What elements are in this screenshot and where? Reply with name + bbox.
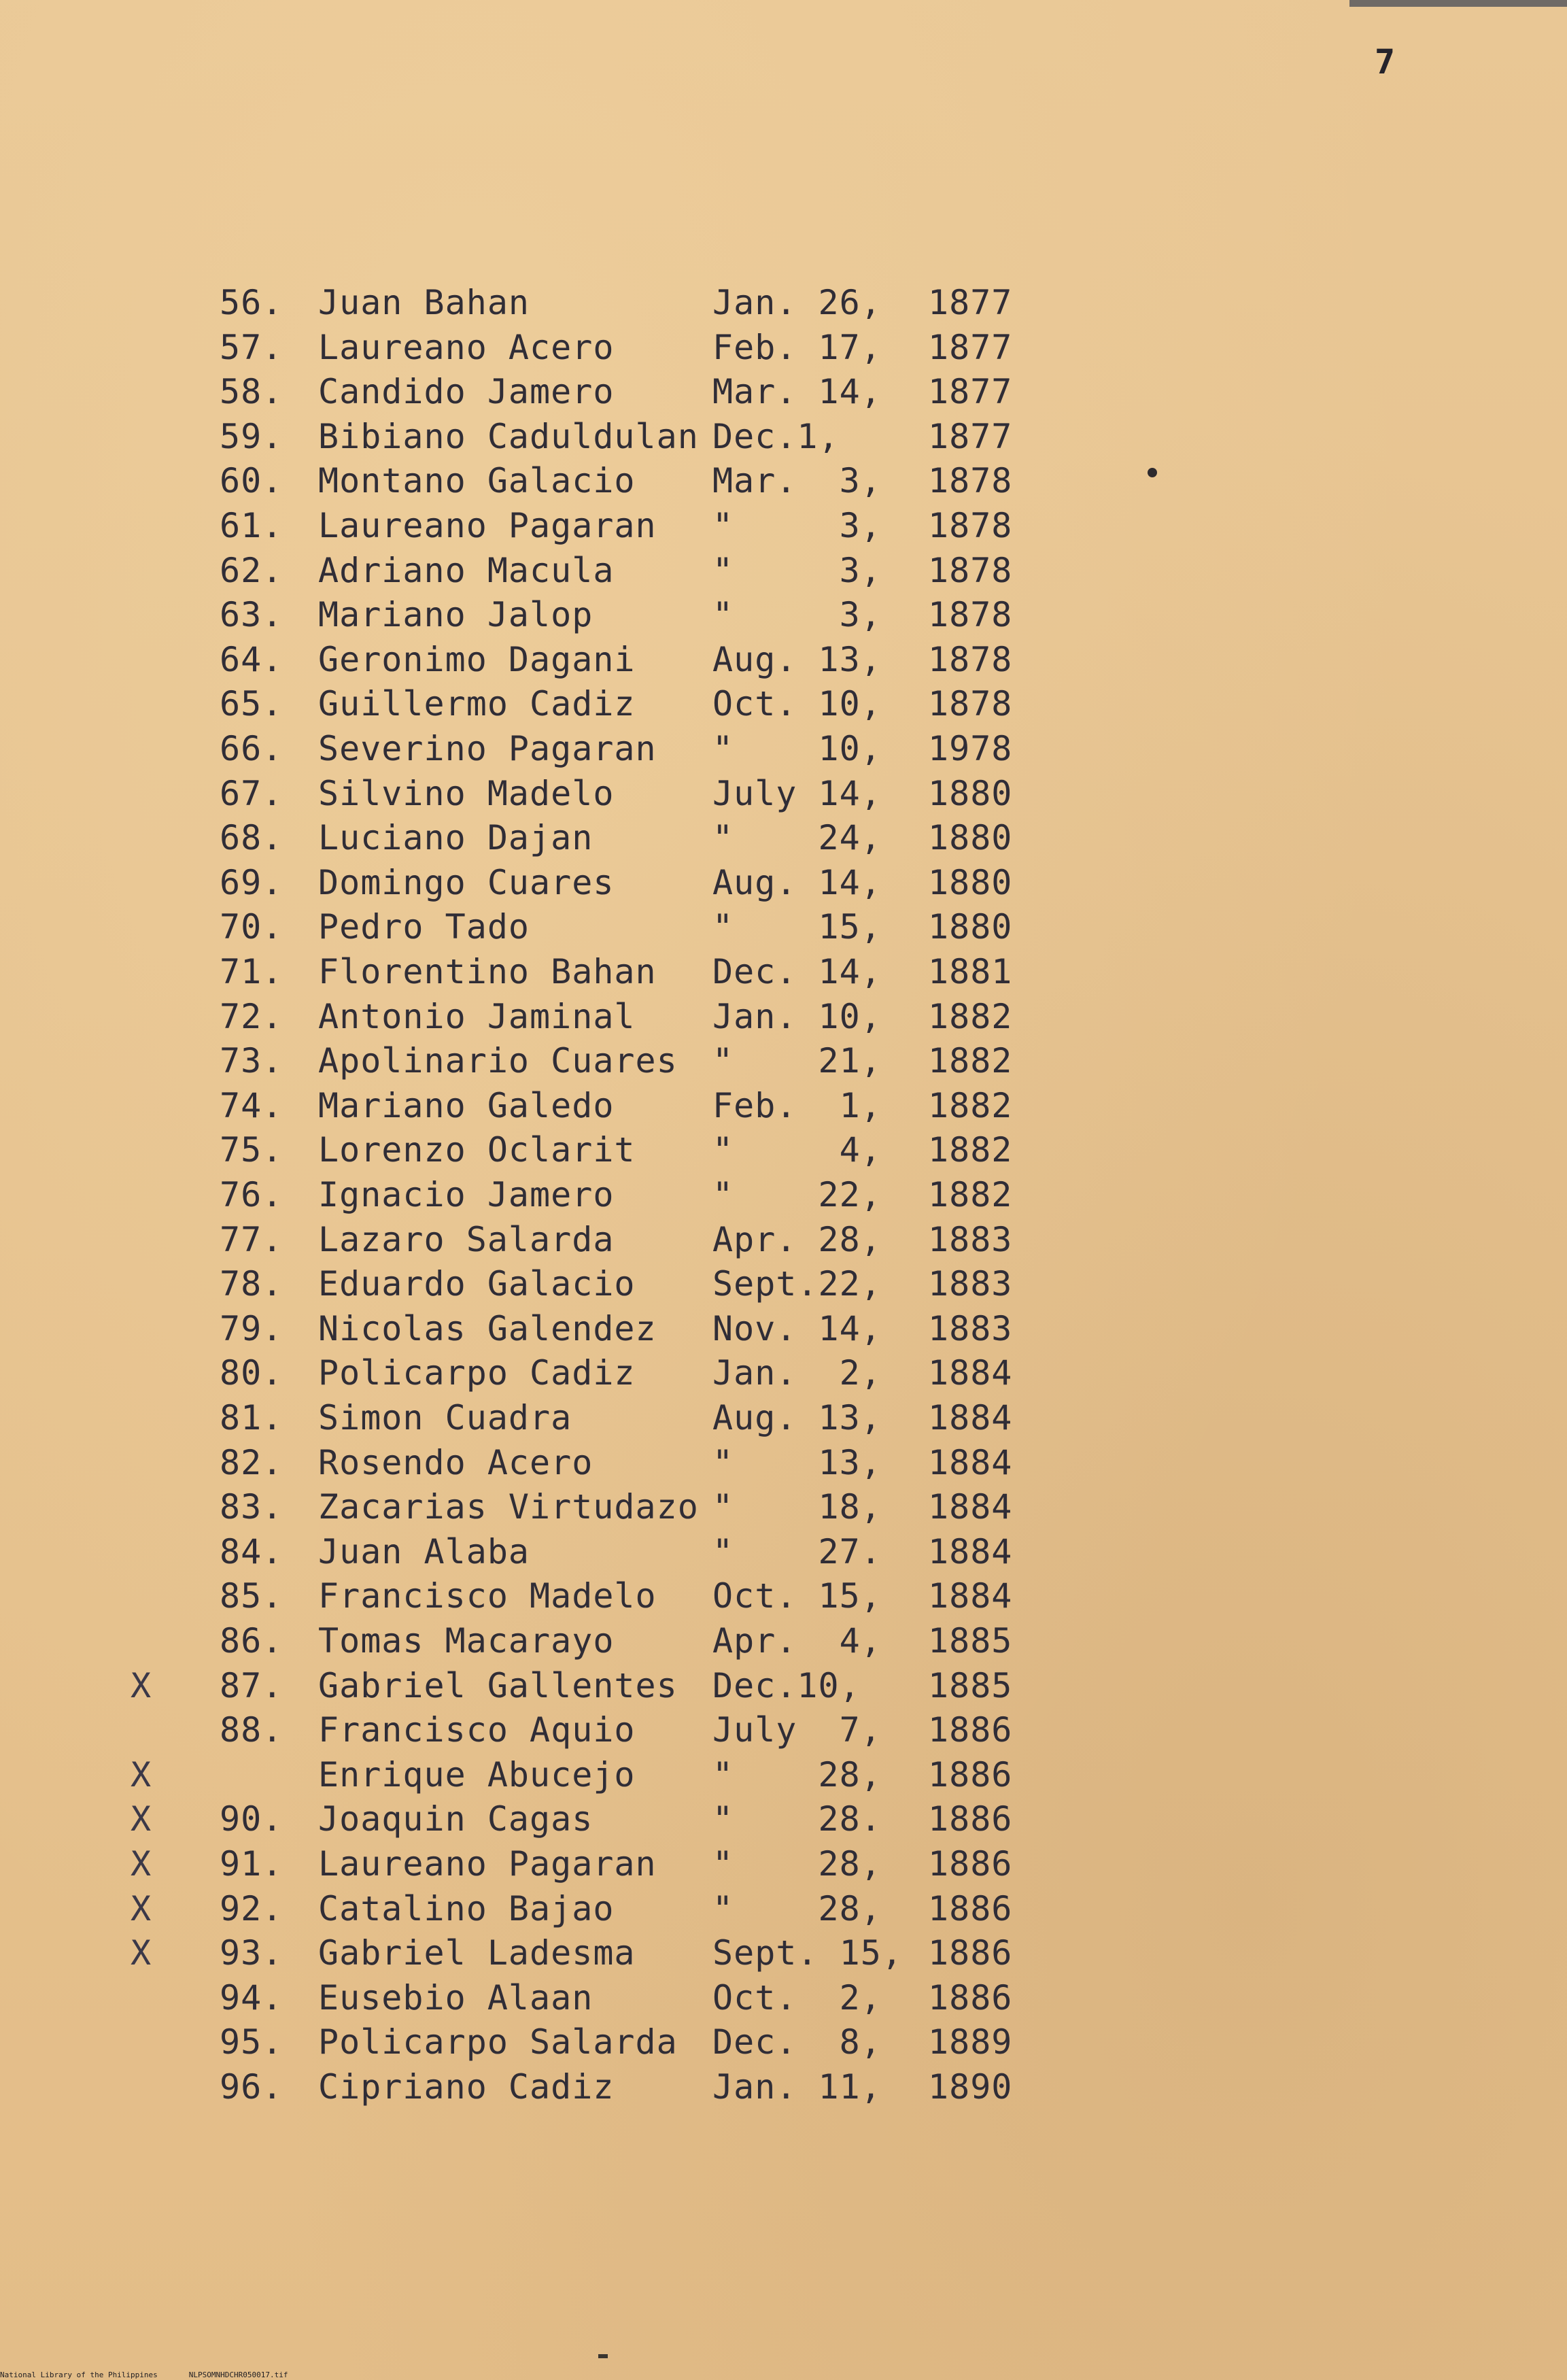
footer-file: NLPSOMNHDCHR050017.tif [188,2370,288,2379]
entry-year: 1877 [928,372,1013,412]
entry-date: Aug. 13, [712,1398,882,1438]
entry-num: 96. [220,2067,283,2107]
entry-name: Lazaro Salarda [318,1219,615,1259]
entry-date: Jan. 2, [712,1353,882,1393]
entry-num: 95. [220,2022,283,2062]
entry-year: 1886 [928,1933,1013,1973]
entry-year: 1880 [928,907,1013,947]
entry-name: Florentino Bahan [318,952,657,991]
entry-date: Oct. 2, [712,1977,882,2018]
entry-num: 66. [220,729,283,768]
entry-row [0,1797,1567,1841]
entry-num: 88. [220,1710,283,1750]
entry-num: 93. [220,1933,283,1973]
entry-year: 1889 [928,2022,1013,2062]
entry-num: 85. [220,1576,283,1616]
entry-num: 86. [220,1621,283,1661]
entry-name: Policarpo Cadiz [318,1353,636,1393]
entry-row [0,548,1567,593]
entry-num: 57. [220,327,283,367]
entry-year: 1886 [928,1844,1013,1884]
entry-name: Geronimo Dagani [318,639,636,679]
entry-row [0,1529,1567,1574]
entry-row [0,503,1567,548]
entry-year: 1886 [928,1888,1013,1928]
entry-num: 67. [220,773,283,813]
entry-date: Sept. 15, [712,1933,903,1973]
entry-row [0,1395,1567,1440]
entry-row [0,1306,1567,1351]
entry-date: " 28, [712,1844,882,1884]
entry-num: 79. [220,1308,283,1348]
entry-name: Lorenzo Oclarit [318,1130,636,1170]
entry-date: Feb. 17, [712,327,882,367]
entry-date: " 4, [712,1130,882,1170]
entry-num: 83. [220,1487,283,1527]
entry-row [0,1038,1567,1083]
entry-num: 72. [220,996,283,1036]
entry-year: 1878 [928,595,1013,635]
entry-date: Mar. 14, [712,372,882,412]
entry-num: 70. [220,907,283,947]
entry-num: 71. [220,952,283,991]
entry-year: 1886 [928,1754,1013,1795]
entry-name: Gabriel Ladesma [318,1933,636,1973]
entry-date: " 28, [712,1888,882,1928]
entry-date: " 18, [712,1487,882,1527]
entry-date: Jan. 10, [712,996,882,1036]
entry-date: " 28, [712,1754,882,1795]
entry-year: 1884 [928,1398,1013,1438]
entry-row [0,1350,1567,1395]
ink-dash [598,2354,608,2358]
entry-row [0,681,1567,726]
entry-name: Adriano Macula [318,550,615,590]
entry-row [0,1841,1567,1886]
entry-num: 75. [220,1130,283,1170]
entry-year: 1880 [928,773,1013,813]
entry-row [0,815,1567,860]
entry-num: 63. [220,595,283,635]
entry-date: Nov. 14, [712,1308,882,1348]
entry-row [0,637,1567,682]
page-number: 7 [1375,42,1396,82]
entry-name: Catalino Bajao [318,1888,615,1928]
entry-num: 62. [220,550,283,590]
entry-num: 94. [220,1977,283,2018]
entry-name: Enrique Abucejo [318,1754,636,1795]
entry-row [0,1931,1567,1975]
entry-year: 1881 [928,952,1013,991]
entry-mark: X [131,1799,152,1839]
entry-num: 65. [220,684,283,724]
entry-name: Simon Cuadra [318,1398,572,1438]
entry-date: " 27. [712,1531,882,1571]
entry-date: Dec. 14, [712,952,882,991]
entry-row [0,860,1567,905]
entry-year: 1886 [928,1977,1013,2018]
entry-name: Eusebio Alaan [318,1977,593,2018]
entry-num: 90. [220,1799,283,1839]
entry-date: " 3, [712,550,882,590]
entry-row [0,1752,1567,1797]
entry-year: 1884 [928,1442,1013,1482]
entry-name: Joaquin Cagas [318,1799,593,1839]
entry-num: 91. [220,1844,283,1884]
entry-num: 56. [220,283,283,322]
entry-mark: X [131,1754,152,1795]
entry-name: Laureano Pagaran [318,1844,657,1884]
entry-date: Dec.1, [712,416,840,456]
entry-date: " 3, [712,595,882,635]
entry-name: Silvino Madelo [318,773,615,813]
entry-date: " 3, [712,506,882,545]
entry-name: Gabriel Gallentes [318,1665,678,1705]
entry-date: " 28. [712,1799,882,1839]
entry-year: 1886 [928,1710,1013,1750]
entry-row [0,994,1567,1039]
entry-year: 1882 [928,996,1013,1036]
entry-row [0,369,1567,414]
entry-num: 84. [220,1531,283,1571]
entry-year: 1885 [928,1665,1013,1705]
entry-date: Oct. 10, [712,684,882,724]
entry-date: Oct. 15, [712,1576,882,1616]
entry-row [0,1172,1567,1217]
entry-name: Mariano Galedo [318,1085,615,1125]
entry-num: 59. [220,416,283,456]
entry-name: Candido Jamero [318,372,615,412]
entry-num: 82. [220,1442,283,1482]
entry-row [0,1574,1567,1618]
entry-name: Antonio Jaminal [318,996,636,1036]
entry-date: Aug. 14, [712,862,882,902]
entry-mark: X [131,1665,152,1705]
entry-date: Aug. 13, [712,639,882,679]
entry-name: Bibiano Caduldulan [318,416,699,456]
entry-row [0,1261,1567,1306]
entry-num: 81. [220,1398,283,1438]
entry-name: Pedro Tado [318,907,530,947]
entry-year: 1884 [928,1353,1013,1393]
entry-year: 1882 [928,1041,1013,1081]
entry-row [0,1440,1567,1485]
entry-date: Sept.22, [712,1264,882,1304]
entry-year: 1883 [928,1308,1013,1348]
entry-num: 69. [220,862,283,902]
footer-library: National Library of the Philippines [0,2370,158,2379]
entry-date: " 22, [712,1175,882,1214]
entry-num: 80. [220,1353,283,1393]
entry-num: 60. [220,461,283,501]
scan-footer [0,2371,320,2379]
entry-year: 1878 [928,506,1013,545]
entry-name: Juan Alaba [318,1531,530,1571]
entry-name: Guillermo Cadiz [318,684,636,724]
entry-row [0,592,1567,637]
entry-name: Severino Pagaran [318,729,657,768]
entry-name: Eduardo Galacio [318,1264,636,1304]
entry-name: Apolinario Cuares [318,1041,678,1081]
entry-mark: X [131,1933,152,1973]
entry-name: Francisco Aquio [318,1710,636,1750]
entry-name: Laureano Acero [318,327,615,367]
entry-name: Juan Bahan [318,283,530,322]
entry-mark: X [131,1888,152,1928]
entry-date: Apr. 28, [712,1219,882,1259]
entry-year: 1978 [928,729,1013,768]
entry-name: Policarpo Salarda [318,2022,678,2062]
entry-row [0,1217,1567,1262]
entry-date: Dec. 8, [712,2022,882,2062]
entry-num: 87. [220,1665,283,1705]
entry-num: 61. [220,506,283,545]
entry-name: Montano Galacio [318,461,636,501]
entry-year: 1880 [928,862,1013,902]
entry-date: Mar. 3, [712,461,882,501]
entry-year: 1884 [928,1487,1013,1527]
entry-num: 73. [220,1041,283,1081]
entry-row [0,1886,1567,1931]
entry-row [0,904,1567,949]
entry-year: 1877 [928,283,1013,322]
entry-name: Zacarias Virtudazo [318,1487,699,1527]
entry-row [0,2020,1567,2064]
entry-name: Domingo Cuares [318,862,615,902]
entry-row [0,2064,1567,2109]
entry-row [0,1618,1567,1663]
entry-row [0,726,1567,771]
entry-year: 1877 [928,416,1013,456]
entry-row [0,949,1567,994]
entry-year: 1878 [928,550,1013,590]
entry-name: Tomas Macarayo [318,1621,615,1661]
entry-name: Luciano Dajan [318,818,593,858]
entry-mark: X [131,1844,152,1884]
entry-row [0,1707,1567,1752]
entry-date: July 14, [712,773,882,813]
entry-year: 1886 [928,1799,1013,1839]
entry-year: 1884 [928,1531,1013,1571]
entry-row [0,1083,1567,1128]
entry-name: Cipriano Cadiz [318,2067,615,2107]
entry-year: 1883 [928,1219,1013,1259]
entry-row [0,325,1567,370]
entry-row [0,1484,1567,1529]
entry-year: 1878 [928,684,1013,724]
entry-num: 58. [220,372,283,412]
entry-num: 76. [220,1175,283,1214]
entry-year: 1878 [928,639,1013,679]
entry-num: 64. [220,639,283,679]
entry-name: Mariano Jalop [318,595,593,635]
entry-name: Laureano Pagaran [318,506,657,545]
entry-year: 1883 [928,1264,1013,1304]
entry-year: 1878 [928,461,1013,501]
entry-date: " 24, [712,818,882,858]
entry-date: " 13, [712,1442,882,1482]
entry-name: Rosendo Acero [318,1442,593,1482]
entry-year: 1877 [928,327,1013,367]
entry-num: 78. [220,1264,283,1304]
entry-name: Ignacio Jamero [318,1175,615,1214]
entry-date: Feb. 1, [712,1085,882,1125]
entry-num: 68. [220,818,283,858]
entry-row [0,1663,1567,1708]
entry-year: 1885 [928,1621,1013,1661]
entry-row [0,280,1567,325]
entry-name: Nicolas Galendez [318,1308,657,1348]
entry-date: Jan. 26, [712,283,882,322]
entry-row [0,1975,1567,2020]
entry-date: " 15, [712,907,882,947]
entry-row [0,414,1567,459]
entry-year: 1884 [928,1576,1013,1616]
entry-num: 74. [220,1085,283,1125]
entry-date: " 21, [712,1041,882,1081]
entry-year: 1890 [928,2067,1013,2107]
entry-year: 1882 [928,1130,1013,1170]
entry-date: " 10, [712,729,882,768]
entry-name: Francisco Madelo [318,1576,657,1616]
entry-row [0,458,1567,503]
entry-row [0,1127,1567,1172]
entry-num: 77. [220,1219,283,1259]
entry-date: Apr. 4, [712,1621,882,1661]
entry-num: 92. [220,1888,283,1928]
entry-date: Jan. 11, [712,2067,882,2107]
entry-year: 1882 [928,1085,1013,1125]
entry-year: 1882 [928,1175,1013,1214]
entry-row [0,771,1567,816]
entry-date: Dec.10, [712,1665,861,1705]
entry-date: July 7, [712,1710,882,1750]
entry-year: 1880 [928,818,1013,858]
